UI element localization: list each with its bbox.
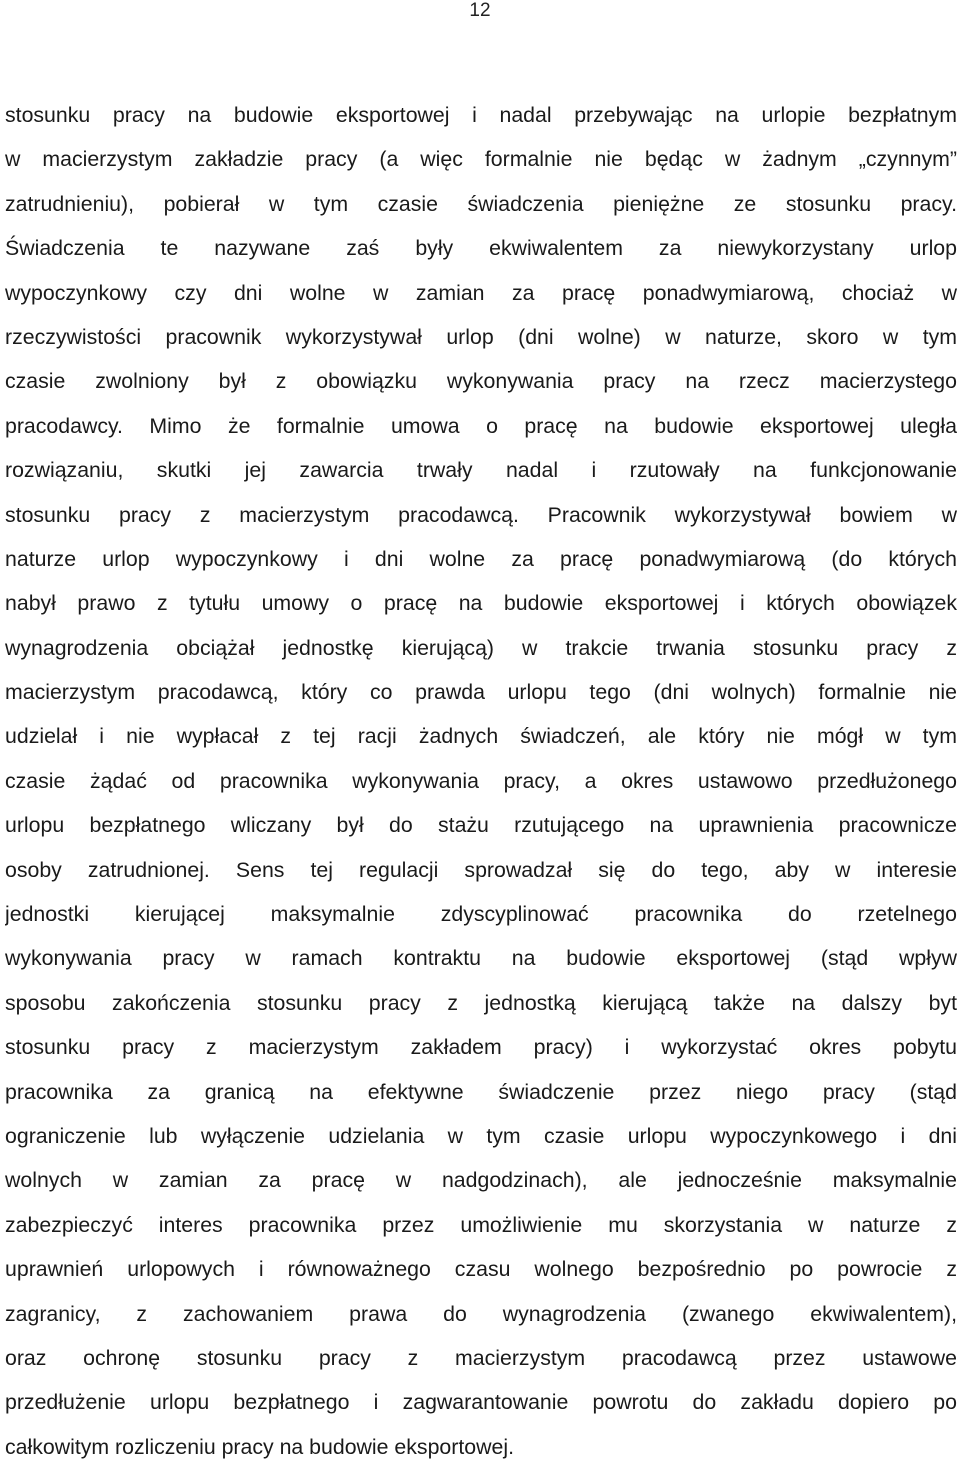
text-line: jednostki kierującej maksymalnie zdyscyplinować pracownika do rzetelnego bbox=[5, 902, 957, 927]
text-line: przedłużenie urlopu bezpłatnego i zagwarantowanie powrotu do zakładu dopiero po bbox=[5, 1390, 957, 1415]
text-line: stosunku pracy z macierzystym zakładem pracy) i wykorzystać okres pobytu bbox=[5, 1035, 957, 1060]
text-line: całkowitym rozliczeniu pracy na budowie eksportowej. bbox=[5, 1434, 514, 1459]
text-line: urlopu bezpłatnego wliczany był do stażu rzutującego na uprawnienia pracownicze bbox=[5, 813, 957, 838]
text-line: stosunku pracy z macierzystym pracodawcą. Pracownik wykorzystywał bowiem w bbox=[5, 502, 957, 527]
text-line: nabył prawo z tytułu umowy o pracę na budowie eksportowej i których obowiązek bbox=[5, 591, 957, 616]
text-line: oraz ochronę stosunku pracy z macierzystym pracodawcą przez ustawowe bbox=[5, 1345, 957, 1370]
text-line: pracodawcy. Mimo że formalnie umowa o pracę na budowie eksportowej uległa bbox=[5, 413, 957, 438]
text-line: wynagrodzenia obciążał jednostkę kierującą) w trakcie trwania stosunku pracy z bbox=[5, 635, 957, 660]
text-line: zabezpieczyć interes pracownika przez umożliwienie mu skorzystania w naturze z bbox=[5, 1212, 957, 1237]
text-line: Świadczenia te nazywane zaś były ekwiwalentem za niewykorzystany urlop bbox=[5, 236, 957, 261]
text-line: zatrudnieniu), pobierał w tym czasie świadczenia pieniężne ze stosunku pracy. bbox=[5, 191, 957, 216]
text-line: czasie zwolniony był z obowiązku wykonywania pracy na rzecz macierzystego bbox=[5, 369, 957, 394]
text-line: naturze urlop wypoczynkowy i dni wolne za pracę ponadwymiarową (do których bbox=[5, 546, 957, 571]
text-line: pracownika za granicą na efektywne świadczenie przez niego pracy (stąd bbox=[5, 1079, 957, 1104]
body-paragraph bbox=[5, 93, 957, 1469]
text-line: wolnych w zamian za pracę w nadgodzinach), ale jednocześnie maksymalnie bbox=[5, 1168, 957, 1193]
text-line: udzielał i nie wypłacał z tej racji żadnych świadczeń, ale który nie mógł w tym bbox=[5, 724, 957, 749]
page-number: 12 bbox=[469, 0, 491, 21]
text-line: wykonywania pracy w ramach kontraktu na budowie eksportowej (stąd wpływ bbox=[5, 946, 957, 971]
text-line: w macierzystym zakładzie pracy (a więc formalnie nie będąc w żadnym „czynnym” bbox=[5, 147, 957, 172]
text-line: stosunku pracy na budowie eksportowej i nadal przebywając na urlopie bezpłatnym bbox=[5, 103, 957, 127]
text-line: macierzystym pracodawcą, który co prawda urlopu tego (dni wolnych) formalnie nie bbox=[5, 680, 957, 705]
text-line: rozwiązaniu, skutki jej zawarcia trwały nadal i rzutowały na funkcjonowanie bbox=[5, 458, 957, 483]
text-line: wypoczynkowy czy dni wolne w zamian za pracę ponadwymiarową, chociaż w bbox=[5, 280, 957, 305]
text-line: ograniczenie lub wyłączenie udzielania w tym czasie urlopu wypoczynkowego i dni bbox=[5, 1123, 957, 1148]
text-line: czasie żądać od pracownika wykonywania pracy, a okres ustawowo przedłużonego bbox=[5, 768, 957, 793]
text-line: uprawnień urlopowych i równoważnego czasu wolnego bezpośrednio po powrocie z bbox=[5, 1257, 957, 1282]
text-line: zagranicy, z zachowaniem prawa do wynagrodzenia (zwanego ekwiwalentem), bbox=[5, 1301, 957, 1326]
text-line: sposobu zakończenia stosunku pracy z jednostką kierującą także na dalszy byt bbox=[5, 990, 957, 1015]
text-line: osoby zatrudnionej. Sens tej regulacji sprowadzał się do tego, aby w interesie bbox=[5, 857, 957, 882]
text-line: rzeczywistości pracownik wykorzystywał urlop (dni wolne) w naturze, skoro w tym bbox=[5, 324, 957, 349]
